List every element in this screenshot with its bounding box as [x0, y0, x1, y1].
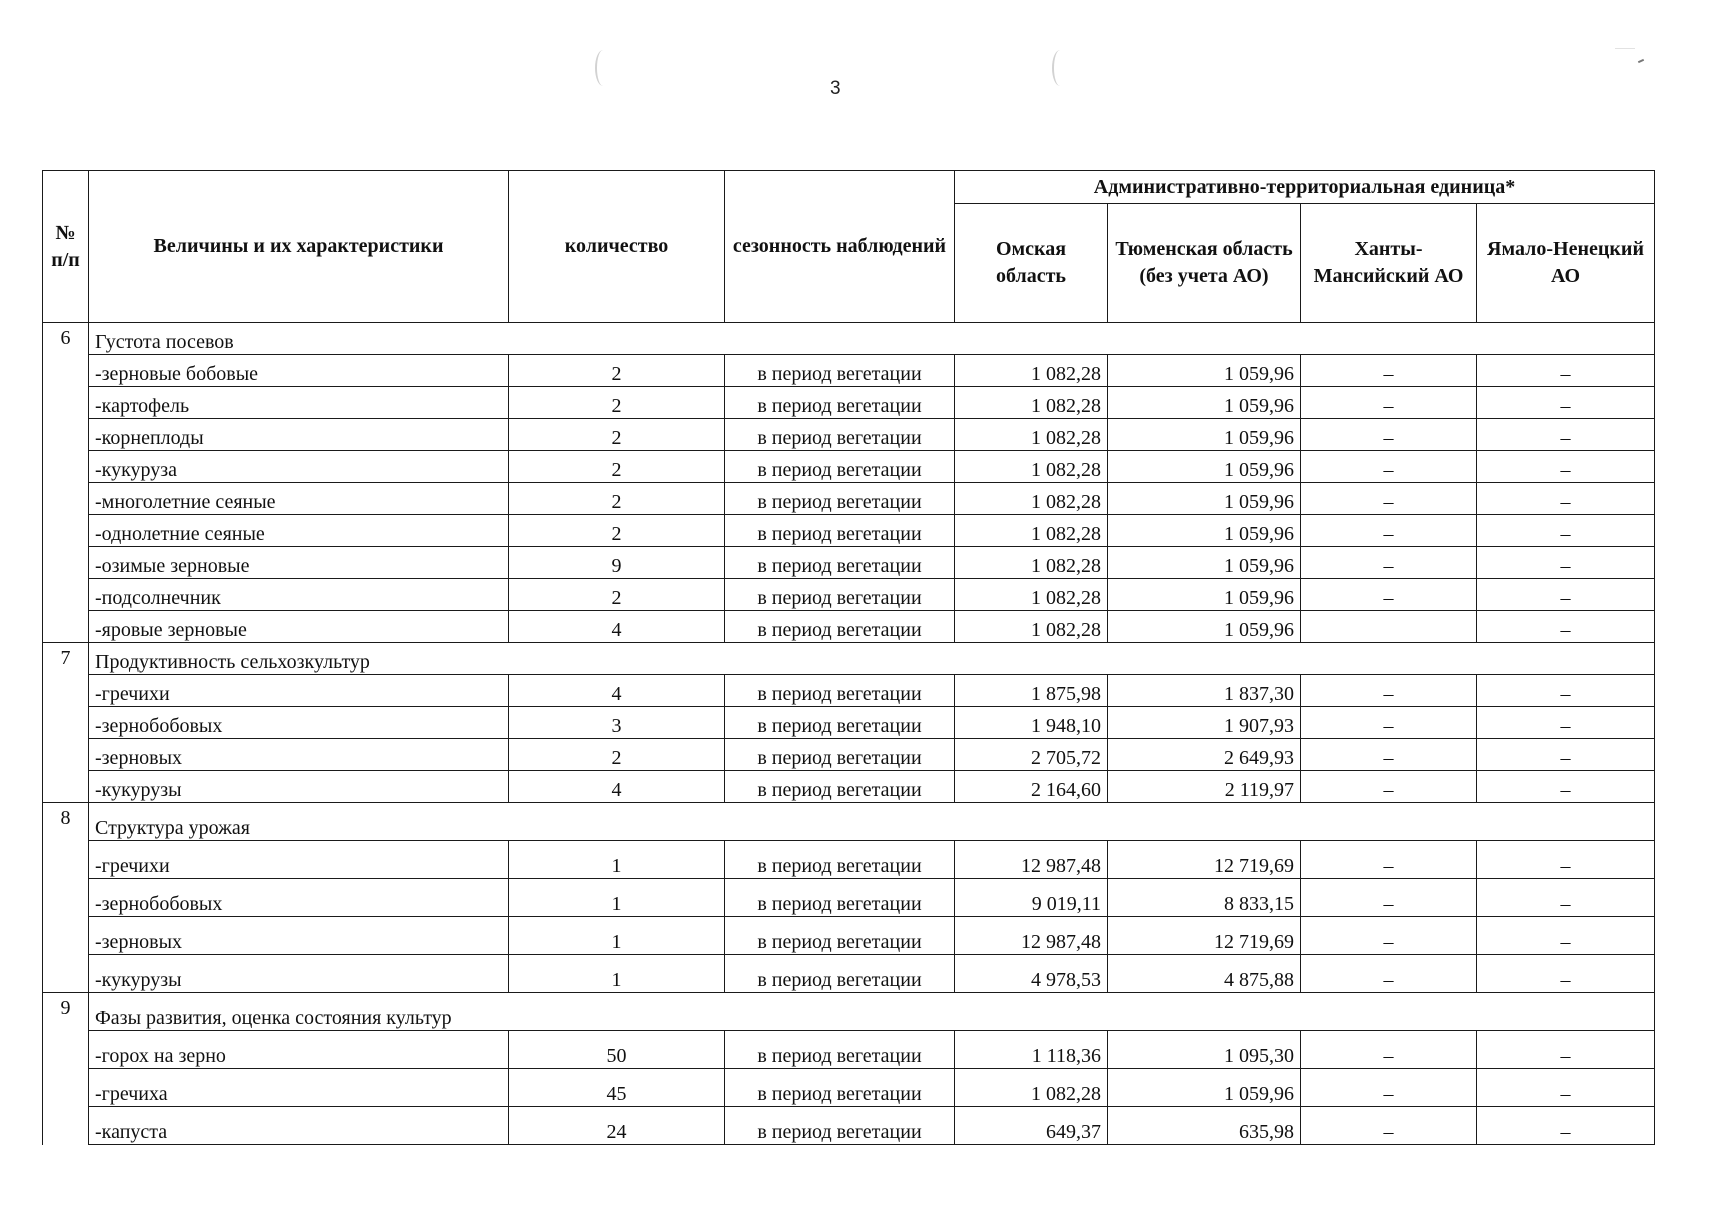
- value-hmao: –: [1301, 955, 1477, 993]
- value-tyumen: 1 059,96: [1108, 611, 1301, 643]
- value-yanao: –: [1477, 419, 1655, 451]
- value-tyumen: 1 907,93: [1108, 707, 1301, 739]
- value-hmao: –: [1301, 579, 1477, 611]
- row-seasonality: в период вегетации: [725, 451, 955, 483]
- header-seasonality: сезонность наблюдений: [725, 171, 955, 323]
- row-label: -зерновые бобовые: [89, 355, 509, 387]
- section-number: 9: [43, 993, 89, 1145]
- value-hmao: –: [1301, 419, 1477, 451]
- table-row: [43, 1069, 1655, 1107]
- row-label: -горох на зерно: [89, 1031, 509, 1069]
- value-omsk: 1 082,28: [955, 483, 1108, 515]
- row-quantity: 1: [509, 917, 725, 955]
- row-quantity: 45: [509, 1069, 725, 1107]
- row-quantity: 4: [509, 675, 725, 707]
- value-yanao: –: [1477, 547, 1655, 579]
- value-yanao: –: [1477, 451, 1655, 483]
- row-quantity: 1: [509, 879, 725, 917]
- section-title: Структура урожая: [89, 803, 1655, 841]
- value-hmao: –: [1301, 1069, 1477, 1107]
- value-hmao: –: [1301, 739, 1477, 771]
- value-yanao: –: [1477, 1107, 1655, 1145]
- value-omsk: 12 987,48: [955, 841, 1108, 879]
- table-row: [43, 579, 1655, 611]
- value-yanao: –: [1477, 1031, 1655, 1069]
- row-quantity: 2: [509, 387, 725, 419]
- table-row: [43, 451, 1655, 483]
- row-seasonality: в период вегетации: [725, 739, 955, 771]
- value-hmao: –: [1301, 841, 1477, 879]
- row-label: -капуста: [89, 1107, 509, 1145]
- row-seasonality: в период вегетации: [725, 1031, 955, 1069]
- row-quantity: 2: [509, 579, 725, 611]
- value-tyumen: 12 719,69: [1108, 841, 1301, 879]
- row-quantity: 2: [509, 451, 725, 483]
- row-label: -гречиха: [89, 1069, 509, 1107]
- row-quantity: 1: [509, 955, 725, 993]
- value-hmao: –: [1301, 387, 1477, 419]
- value-omsk: 1 082,28: [955, 579, 1108, 611]
- value-omsk: 1 875,98: [955, 675, 1108, 707]
- value-omsk: 1 948,10: [955, 707, 1108, 739]
- table-row: [43, 917, 1655, 955]
- row-seasonality: в период вегетации: [725, 515, 955, 547]
- row-seasonality: в период вегетации: [725, 355, 955, 387]
- value-omsk: 649,37: [955, 1107, 1108, 1145]
- table-row: [43, 879, 1655, 917]
- section-row: [43, 323, 1655, 355]
- table-row: [43, 841, 1655, 879]
- value-yanao: –: [1477, 387, 1655, 419]
- row-seasonality: в период вегетации: [725, 841, 955, 879]
- row-label: -зерновых: [89, 917, 509, 955]
- value-yanao: –: [1477, 771, 1655, 803]
- table-row: [43, 387, 1655, 419]
- row-label: -зернобобовых: [89, 879, 509, 917]
- value-tyumen: 1 059,96: [1108, 387, 1301, 419]
- scan-artifact: [1052, 50, 1068, 86]
- table-row: [43, 515, 1655, 547]
- value-hmao: –: [1301, 451, 1477, 483]
- value-omsk: 1 082,28: [955, 1069, 1108, 1107]
- header-region-tyumen: Тюменская область (без учета АО): [1108, 204, 1301, 323]
- value-tyumen: 4 875,88: [1108, 955, 1301, 993]
- table-row: [43, 1031, 1655, 1069]
- row-label: -зернобобовых: [89, 707, 509, 739]
- page-number: 3: [830, 78, 841, 99]
- section-number: 6: [43, 323, 89, 643]
- value-tyumen: 12 719,69: [1108, 917, 1301, 955]
- row-quantity: 4: [509, 611, 725, 643]
- value-hmao: –: [1301, 547, 1477, 579]
- value-omsk: 1 082,28: [955, 515, 1108, 547]
- value-yanao: –: [1477, 879, 1655, 917]
- value-hmao: –: [1301, 515, 1477, 547]
- scan-artifact: [595, 50, 611, 86]
- row-quantity: 2: [509, 355, 725, 387]
- row-seasonality: в период вегетации: [725, 917, 955, 955]
- value-tyumen: 1 059,96: [1108, 515, 1301, 547]
- header-region-hmao: Ханты-Мансийский АО: [1301, 204, 1477, 323]
- row-label: -кукурузы: [89, 955, 509, 993]
- value-hmao: [1301, 611, 1477, 643]
- row-seasonality: в период вегетации: [725, 879, 955, 917]
- row-seasonality: в период вегетации: [725, 1069, 955, 1107]
- value-yanao: –: [1477, 483, 1655, 515]
- value-tyumen: 1 059,96: [1108, 451, 1301, 483]
- table-row: [43, 1107, 1655, 1145]
- value-hmao: –: [1301, 355, 1477, 387]
- header-region-omsk: Омская область: [955, 204, 1108, 323]
- row-quantity: 4: [509, 771, 725, 803]
- value-tyumen: 1 059,96: [1108, 355, 1301, 387]
- row-label: -гречихи: [89, 675, 509, 707]
- table-row: [43, 955, 1655, 993]
- value-yanao: –: [1477, 355, 1655, 387]
- value-omsk: 9 019,11: [955, 879, 1108, 917]
- row-label: -кукурузы: [89, 771, 509, 803]
- table-row: [43, 355, 1655, 387]
- value-yanao: –: [1477, 917, 1655, 955]
- value-yanao: –: [1477, 611, 1655, 643]
- row-seasonality: в период вегетации: [725, 955, 955, 993]
- row-label: -зерновых: [89, 739, 509, 771]
- section-row: [43, 643, 1655, 675]
- value-omsk: 1 082,28: [955, 387, 1108, 419]
- row-seasonality: в период вегетации: [725, 1107, 955, 1145]
- value-omsk: 2 164,60: [955, 771, 1108, 803]
- row-seasonality: в период вегетации: [725, 547, 955, 579]
- value-tyumen: 2 649,93: [1108, 739, 1301, 771]
- section-row: [43, 803, 1655, 841]
- value-tyumen: 1 059,96: [1108, 1069, 1301, 1107]
- table-row: [43, 771, 1655, 803]
- section-number: 8: [43, 803, 89, 993]
- row-seasonality: в период вегетации: [725, 419, 955, 451]
- row-label: -многолетние сеяные: [89, 483, 509, 515]
- section-title: Густота посевов: [89, 323, 1655, 355]
- value-omsk: 1 082,28: [955, 547, 1108, 579]
- table-row: [43, 547, 1655, 579]
- value-hmao: –: [1301, 675, 1477, 707]
- row-quantity: 24: [509, 1107, 725, 1145]
- table-row: [43, 483, 1655, 515]
- row-quantity: 2: [509, 419, 725, 451]
- table-row: [43, 739, 1655, 771]
- header-admin-unit: Административно-территориальная единица*: [955, 171, 1655, 204]
- value-omsk: 1 082,28: [955, 451, 1108, 483]
- value-hmao: –: [1301, 771, 1477, 803]
- table-row: [43, 675, 1655, 707]
- row-seasonality: в период вегетации: [725, 611, 955, 643]
- value-omsk: 2 705,72: [955, 739, 1108, 771]
- row-quantity: 1: [509, 841, 725, 879]
- value-yanao: –: [1477, 1069, 1655, 1107]
- value-tyumen: 1 095,30: [1108, 1031, 1301, 1069]
- row-seasonality: в период вегетации: [725, 675, 955, 707]
- value-tyumen: 635,98: [1108, 1107, 1301, 1145]
- data-table: [42, 170, 1655, 1145]
- value-yanao: –: [1477, 515, 1655, 547]
- value-hmao: –: [1301, 707, 1477, 739]
- value-yanao: –: [1477, 579, 1655, 611]
- value-tyumen: 8 833,15: [1108, 879, 1301, 917]
- section-title: Фазы развития, оценка состояния культур: [89, 993, 1655, 1031]
- value-yanao: –: [1477, 707, 1655, 739]
- table-row: [43, 419, 1655, 451]
- value-omsk: 4 978,53: [955, 955, 1108, 993]
- row-quantity: 50: [509, 1031, 725, 1069]
- value-omsk: 12 987,48: [955, 917, 1108, 955]
- row-label: -картофель: [89, 387, 509, 419]
- scan-artifact: [1615, 48, 1635, 49]
- value-tyumen: 2 119,97: [1108, 771, 1301, 803]
- row-quantity: 2: [509, 483, 725, 515]
- value-omsk: 1 118,36: [955, 1031, 1108, 1069]
- value-omsk: 1 082,28: [955, 611, 1108, 643]
- row-label: -подсолнечник: [89, 579, 509, 611]
- row-label: -кукуруза: [89, 451, 509, 483]
- value-omsk: 1 082,28: [955, 419, 1108, 451]
- section-number: 7: [43, 643, 89, 803]
- table-row: [43, 611, 1655, 643]
- row-label: -однолетние сеяные: [89, 515, 509, 547]
- value-hmao: –: [1301, 1107, 1477, 1145]
- row-label: -яровые зерновые: [89, 611, 509, 643]
- header-region-yanao: Ямало-Ненецкий АО: [1477, 204, 1655, 323]
- value-tyumen: 1 059,96: [1108, 579, 1301, 611]
- value-hmao: –: [1301, 1031, 1477, 1069]
- row-seasonality: в период вегетации: [725, 771, 955, 803]
- section-title: Продуктивность сельхозкультур: [89, 643, 1655, 675]
- row-quantity: 9: [509, 547, 725, 579]
- value-tyumen: 1 059,96: [1108, 483, 1301, 515]
- row-seasonality: в период вегетации: [725, 483, 955, 515]
- row-quantity: 2: [509, 739, 725, 771]
- row-quantity: 2: [509, 515, 725, 547]
- value-yanao: –: [1477, 739, 1655, 771]
- row-label: -гречихи: [89, 841, 509, 879]
- value-tyumen: 1 059,96: [1108, 547, 1301, 579]
- row-label: -озимые зерновые: [89, 547, 509, 579]
- value-tyumen: 1 837,30: [1108, 675, 1301, 707]
- row-quantity: 3: [509, 707, 725, 739]
- value-hmao: –: [1301, 917, 1477, 955]
- value-hmao: –: [1301, 879, 1477, 917]
- value-yanao: –: [1477, 841, 1655, 879]
- scan-artifact: [1638, 59, 1644, 63]
- value-omsk: 1 082,28: [955, 355, 1108, 387]
- row-seasonality: в период вегетации: [725, 387, 955, 419]
- header-num: № п/п: [43, 171, 89, 323]
- row-seasonality: в период вегетации: [725, 707, 955, 739]
- row-seasonality: в период вегетации: [725, 579, 955, 611]
- value-yanao: –: [1477, 675, 1655, 707]
- table-body: [43, 323, 1655, 1145]
- header-name: Величины и их характеристики: [89, 171, 509, 323]
- row-label: -корнеплоды: [89, 419, 509, 451]
- value-tyumen: 1 059,96: [1108, 419, 1301, 451]
- table-row: [43, 707, 1655, 739]
- section-row: [43, 993, 1655, 1031]
- value-hmao: –: [1301, 483, 1477, 515]
- value-yanao: –: [1477, 955, 1655, 993]
- header-quantity: количество: [509, 171, 725, 323]
